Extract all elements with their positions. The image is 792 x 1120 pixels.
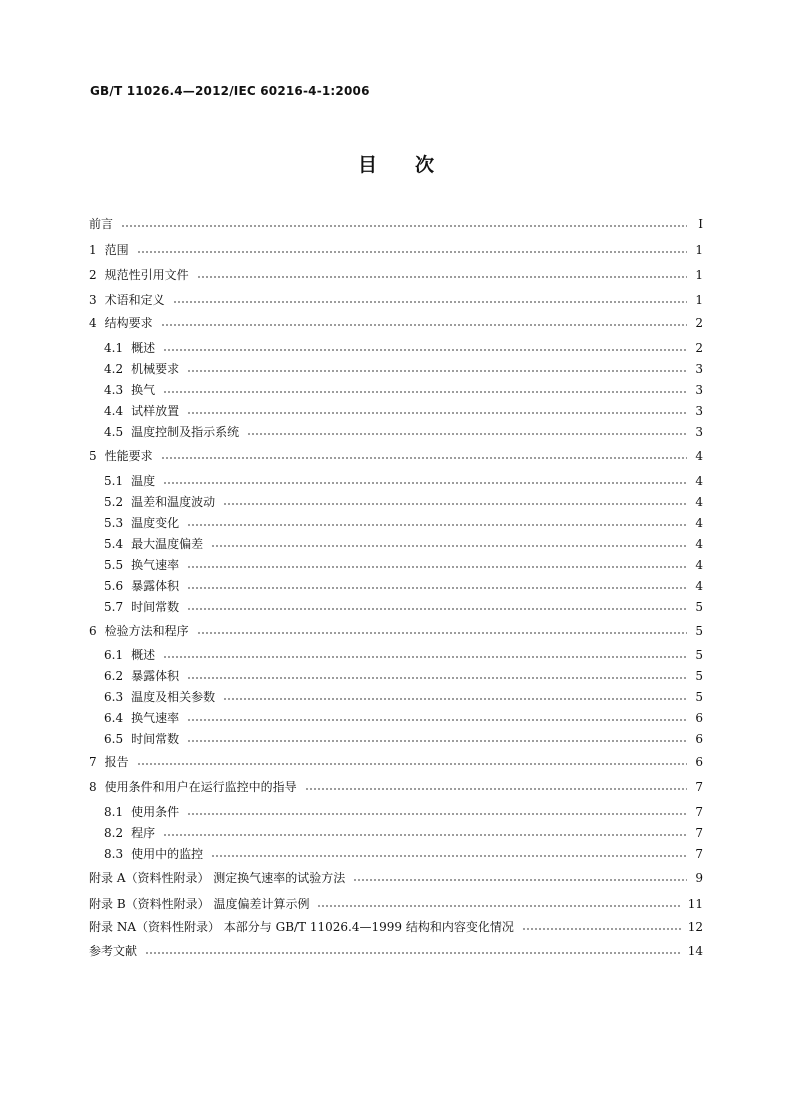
toc-entry-page-number: 5 (695, 600, 703, 614)
dot-leader (173, 301, 687, 303)
dot-leader (247, 433, 687, 435)
toc-entry-label: 温度及相关参数 (131, 690, 216, 704)
dot-leader (522, 928, 682, 930)
toc-entry-number: 6.5 (104, 732, 124, 746)
toc-entry[interactable] (104, 729, 703, 749)
toc-entry-number: 3 (89, 293, 97, 307)
toc-entry-page-number: 1 (695, 243, 703, 257)
toc-entry[interactable] (104, 844, 703, 864)
toc-entry-page-number: 4 (695, 474, 703, 488)
toc-entry-number: 5.7 (104, 600, 124, 614)
toc-entry-page-number: 6 (695, 732, 703, 746)
toc-entry-page-number: 14 (687, 944, 703, 958)
toc-entry[interactable] (104, 513, 703, 533)
toc-entry-label: 使用条件和用户在运行监控中的指导 (104, 780, 297, 794)
dot-leader (317, 905, 681, 907)
toc-entry-label: 温差和温度波动 (131, 495, 216, 509)
toc-entry[interactable] (104, 401, 703, 421)
toc-entry-number: 7 (89, 755, 97, 769)
toc-entry-label: 概述 (131, 341, 156, 355)
toc-entry-label: 参考文献 (89, 944, 138, 958)
toc-entry-page-number: I (698, 217, 703, 231)
toc-entry-page-number: 1 (695, 268, 703, 282)
toc-entry[interactable] (104, 823, 703, 843)
toc-entry-label: 时间常数 (131, 600, 180, 614)
toc-entry[interactable] (89, 214, 703, 234)
dot-leader (223, 698, 687, 700)
toc-entry[interactable] (104, 802, 703, 822)
toc-entry[interactable] (104, 555, 703, 575)
toc-entry-page-number: 11 (687, 897, 703, 911)
toc-entry-page-number: 3 (695, 362, 703, 376)
toc-entry-label: 温度控制及指示系统 (131, 425, 240, 439)
dot-leader (211, 545, 687, 547)
toc-entry-label: 时间常数 (131, 732, 180, 746)
dot-leader (187, 719, 687, 721)
toc-entry-number: 4.1 (104, 341, 124, 355)
toc-entry-label: 使用中的监控 (131, 847, 204, 861)
dot-leader (163, 834, 687, 836)
dot-leader (187, 608, 687, 610)
toc-entry[interactable] (104, 471, 703, 491)
toc-entry-number: 5.2 (104, 495, 124, 509)
toc-entry-number: 5.3 (104, 516, 124, 530)
toc-entry-page-number: 1 (695, 293, 703, 307)
toc-entry-label: 换气 (131, 383, 156, 397)
toc-entry[interactable] (89, 265, 703, 285)
toc-entry-number: 4.5 (104, 425, 124, 439)
toc-entry-number: 5.6 (104, 579, 124, 593)
dot-leader (187, 813, 687, 815)
toc-entry[interactable] (104, 492, 703, 512)
toc-entry-label: 暴露体积 (131, 669, 180, 683)
toc-entry-number: 6.1 (104, 648, 124, 662)
toc-entry-number: 4.4 (104, 404, 124, 418)
toc-entry-number: 5 (89, 449, 97, 463)
toc-entry-number: 4.3 (104, 383, 124, 397)
toc-entry-page-number: 6 (695, 711, 703, 725)
dot-leader (187, 524, 687, 526)
toc-entry-label: 性能要求 (104, 449, 153, 463)
toc-entry-label: 程序 (131, 826, 156, 840)
toc-entry[interactable] (89, 868, 703, 888)
toc-entry-page-number: 3 (695, 425, 703, 439)
standard-code: GB/T 11026.4—2012/IEC 60216-4-1:2006 (90, 84, 370, 98)
toc-entry[interactable] (104, 576, 703, 596)
toc-entry-label: 概述 (131, 648, 156, 662)
toc-entry[interactable] (89, 917, 703, 937)
toc-entry[interactable] (89, 941, 703, 961)
toc-entry-page-number: 7 (695, 826, 703, 840)
toc-entry-number: 8 (89, 780, 97, 794)
toc-entry[interactable] (89, 290, 703, 310)
toc-entry-number: 4.2 (104, 362, 124, 376)
dot-leader (223, 503, 687, 505)
toc-entry[interactable] (104, 534, 703, 554)
toc-entry-label: 报告 (104, 755, 129, 769)
dot-leader (145, 952, 682, 954)
toc-entry-number: 8.3 (104, 847, 124, 861)
toc-entry-page-number: 7 (695, 780, 703, 794)
toc-entry-page-number: 5 (695, 648, 703, 662)
toc-entry[interactable] (104, 666, 703, 686)
toc-entry-number: 8.2 (104, 826, 124, 840)
toc-entry-label: 最大温度偏差 (131, 537, 204, 551)
toc-entry-label: 检验方法和程序 (104, 624, 189, 638)
toc-entry-label: 使用条件 (131, 805, 180, 819)
dot-leader (161, 324, 687, 326)
toc-entry[interactable] (104, 597, 703, 617)
toc-entry-page-number: 7 (695, 805, 703, 819)
toc-entry[interactable] (89, 777, 703, 797)
toc-entry-label: 试样放置 (131, 404, 180, 418)
dot-leader (161, 457, 687, 459)
toc-entry-number: 6.3 (104, 690, 124, 704)
toc-entry[interactable] (104, 380, 703, 400)
dot-leader (187, 587, 687, 589)
toc-entry-page-number: 5 (695, 624, 703, 638)
toc-entry-label: 前言 (89, 217, 114, 231)
toc-entry-number: 4 (89, 316, 97, 330)
dot-leader (353, 879, 687, 881)
toc-entry-label: 换气速率 (131, 711, 180, 725)
toc-entry[interactable] (89, 752, 703, 772)
toc-entry-label: 规范性引用文件 (104, 268, 189, 282)
toc-entry-number: 2 (89, 268, 97, 282)
toc-entry-label: 范围 (104, 243, 129, 257)
toc-entry-label: 暴露体积 (131, 579, 180, 593)
toc-entry[interactable] (104, 708, 703, 728)
toc-entry[interactable] (89, 240, 703, 260)
dot-leader (163, 349, 687, 351)
toc-entry[interactable] (104, 687, 703, 707)
toc-entry-number: 5.1 (104, 474, 124, 488)
dot-leader (163, 482, 687, 484)
toc-entry-number: 1 (89, 243, 97, 257)
toc-entry-number: 5.4 (104, 537, 124, 551)
toc-entry[interactable] (104, 359, 703, 379)
toc-entry-page-number: 9 (695, 871, 703, 885)
toc-entry-page-number: 6 (695, 755, 703, 769)
dot-leader (163, 656, 687, 658)
dot-leader (121, 225, 687, 227)
toc-entry-number: 5.5 (104, 558, 124, 572)
toc-entry[interactable] (104, 338, 703, 358)
toc-entry-page-number: 7 (695, 847, 703, 861)
toc-entry-label: 温度 (131, 474, 156, 488)
toc-entry-label: 换气速率 (131, 558, 180, 572)
toc-entry[interactable] (89, 313, 703, 333)
toc-entry-page-number: 2 (695, 316, 703, 330)
toc-entry-number: 6.4 (104, 711, 124, 725)
dot-leader (187, 412, 687, 414)
toc-entry[interactable] (89, 621, 703, 641)
toc-entry-page-number: 5 (695, 690, 703, 704)
page-title: 目次 (357, 154, 472, 176)
dot-leader (187, 677, 687, 679)
toc-entry-page-number: 4 (695, 516, 703, 530)
toc-entry[interactable] (89, 894, 703, 914)
dot-leader (197, 632, 687, 634)
toc-entry-page-number: 4 (695, 579, 703, 593)
toc-entry[interactable] (89, 446, 703, 466)
dot-leader (305, 788, 687, 790)
dot-leader (187, 740, 687, 742)
toc-entry-page-number: 5 (695, 669, 703, 683)
toc-entry-number: 8.1 (104, 805, 124, 819)
toc-entry-label: 术语和定义 (104, 293, 165, 307)
dot-leader (163, 391, 687, 393)
toc-entry[interactable] (104, 422, 703, 442)
toc-entry-label: 附录 A（资料性附录） 测定换气速率的试验方法 (89, 871, 346, 885)
dot-leader (137, 763, 687, 765)
toc-entry-number: 6.2 (104, 669, 124, 683)
toc-entry-page-number: 4 (695, 495, 703, 509)
toc-entry-page-number: 3 (695, 404, 703, 418)
toc-entry-label: 结构要求 (104, 316, 153, 330)
toc-entry-page-number: 3 (695, 383, 703, 397)
dot-leader (211, 855, 687, 857)
toc-entry-label: 温度变化 (131, 516, 180, 530)
toc-entry-label: 附录 B（资料性附录） 温度偏差计算示例 (89, 897, 310, 911)
toc-entry[interactable] (104, 645, 703, 665)
toc-entry-page-number: 12 (687, 920, 703, 934)
dot-leader (187, 566, 687, 568)
toc-entry-label: 附录 NA（资料性附录） 本部分与 GB/T 11026.4—1999 结构和内容变化情况 (89, 920, 514, 934)
toc-entry-label: 机械要求 (131, 362, 180, 376)
toc-entry-page-number: 4 (695, 537, 703, 551)
dot-leader (187, 370, 687, 372)
dot-leader (137, 251, 687, 253)
toc-entry-page-number: 2 (695, 341, 703, 355)
dot-leader (197, 276, 687, 278)
toc-entry-number: 6 (89, 624, 97, 638)
toc-entry-page-number: 4 (695, 449, 703, 463)
toc-entry-page-number: 4 (695, 558, 703, 572)
